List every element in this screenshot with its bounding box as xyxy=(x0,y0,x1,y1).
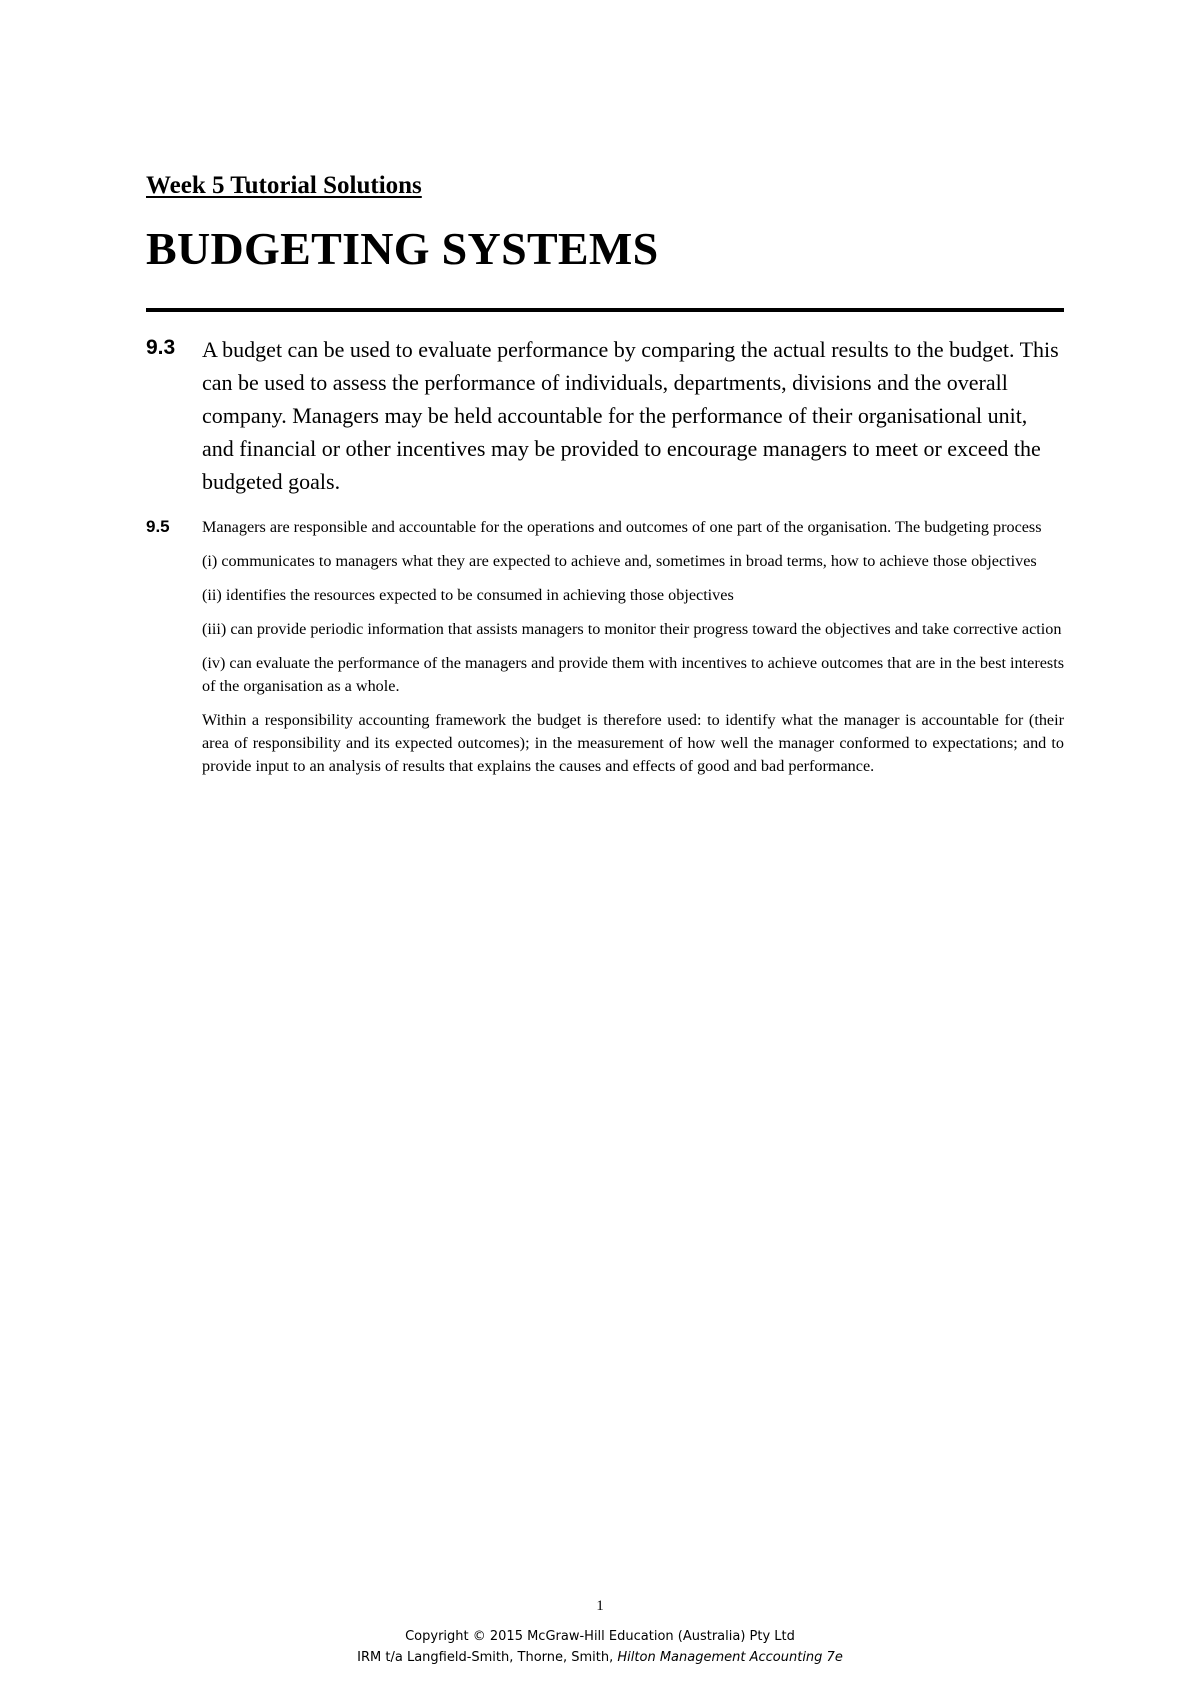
question-number: 9.5 xyxy=(146,517,170,536)
question-number: 9.3 xyxy=(146,336,176,359)
answer-list-item: (i) communicates to managers what they are expected to achieve and, sometimes in broad terms, how to achieve those objectives xyxy=(202,552,1037,570)
answer-list-item: (iii) can provide periodic information that assists managers to monitor their progress toward the objectives and take corrective action xyxy=(202,620,1062,638)
document-title: BUDGETING SYSTEMS xyxy=(146,223,659,274)
title-divider xyxy=(146,308,1064,312)
source-book-title: Hilton Management Accounting 7e xyxy=(617,1650,843,1665)
answer-list-item: (ii) identifies the resources expected to be consumed in achieving those objectives xyxy=(202,586,734,604)
answer-paragraph: A budget can be used to evaluate performance by comparing the actual results to the budget. This can be used to assess the performance of individuals, departments, divisions and the overall company. Managers may be held accountable for the performance of their organisational unit, and financial or other incentives may be provided to encourage managers to meet or exceed the budgeted goals. xyxy=(202,337,1059,494)
answer-list-item: (iv) can evaluate the performance of the managers and provide them with incentives to achieve outcomes that are in the best interests of the organisation as a whole. xyxy=(202,654,1064,695)
answer-9-3 xyxy=(146,333,1064,498)
document-subtitle: Week 5 Tutorial Solutions xyxy=(146,172,422,199)
copyright-line: Copyright © 2015 McGraw-Hill Education (Australia) Pty Ltd xyxy=(405,1629,795,1644)
answer-body xyxy=(202,516,1064,778)
page-number: 1 xyxy=(596,1598,604,1614)
source-line xyxy=(0,1650,1200,1665)
answer-9-5 xyxy=(146,516,1064,789)
answer-body xyxy=(202,333,1064,498)
answer-paragraph: Within a responsibility accounting framework the budget is therefore used: to identify what the manager is accountable for (their area of responsibility and its expected outcomes); in the measurement of how well the manager conformed to expectations; and to provide input to an analysis of results that explains the causes and effects of good and bad performance. xyxy=(202,711,1064,775)
answer-paragraph: Managers are responsible and accountable for the operations and outcomes of one part of the organisation. The budgeting process xyxy=(202,518,1042,536)
source-authors: IRM t/a Langfield-Smith, Thorne, Smith, xyxy=(357,1650,618,1665)
